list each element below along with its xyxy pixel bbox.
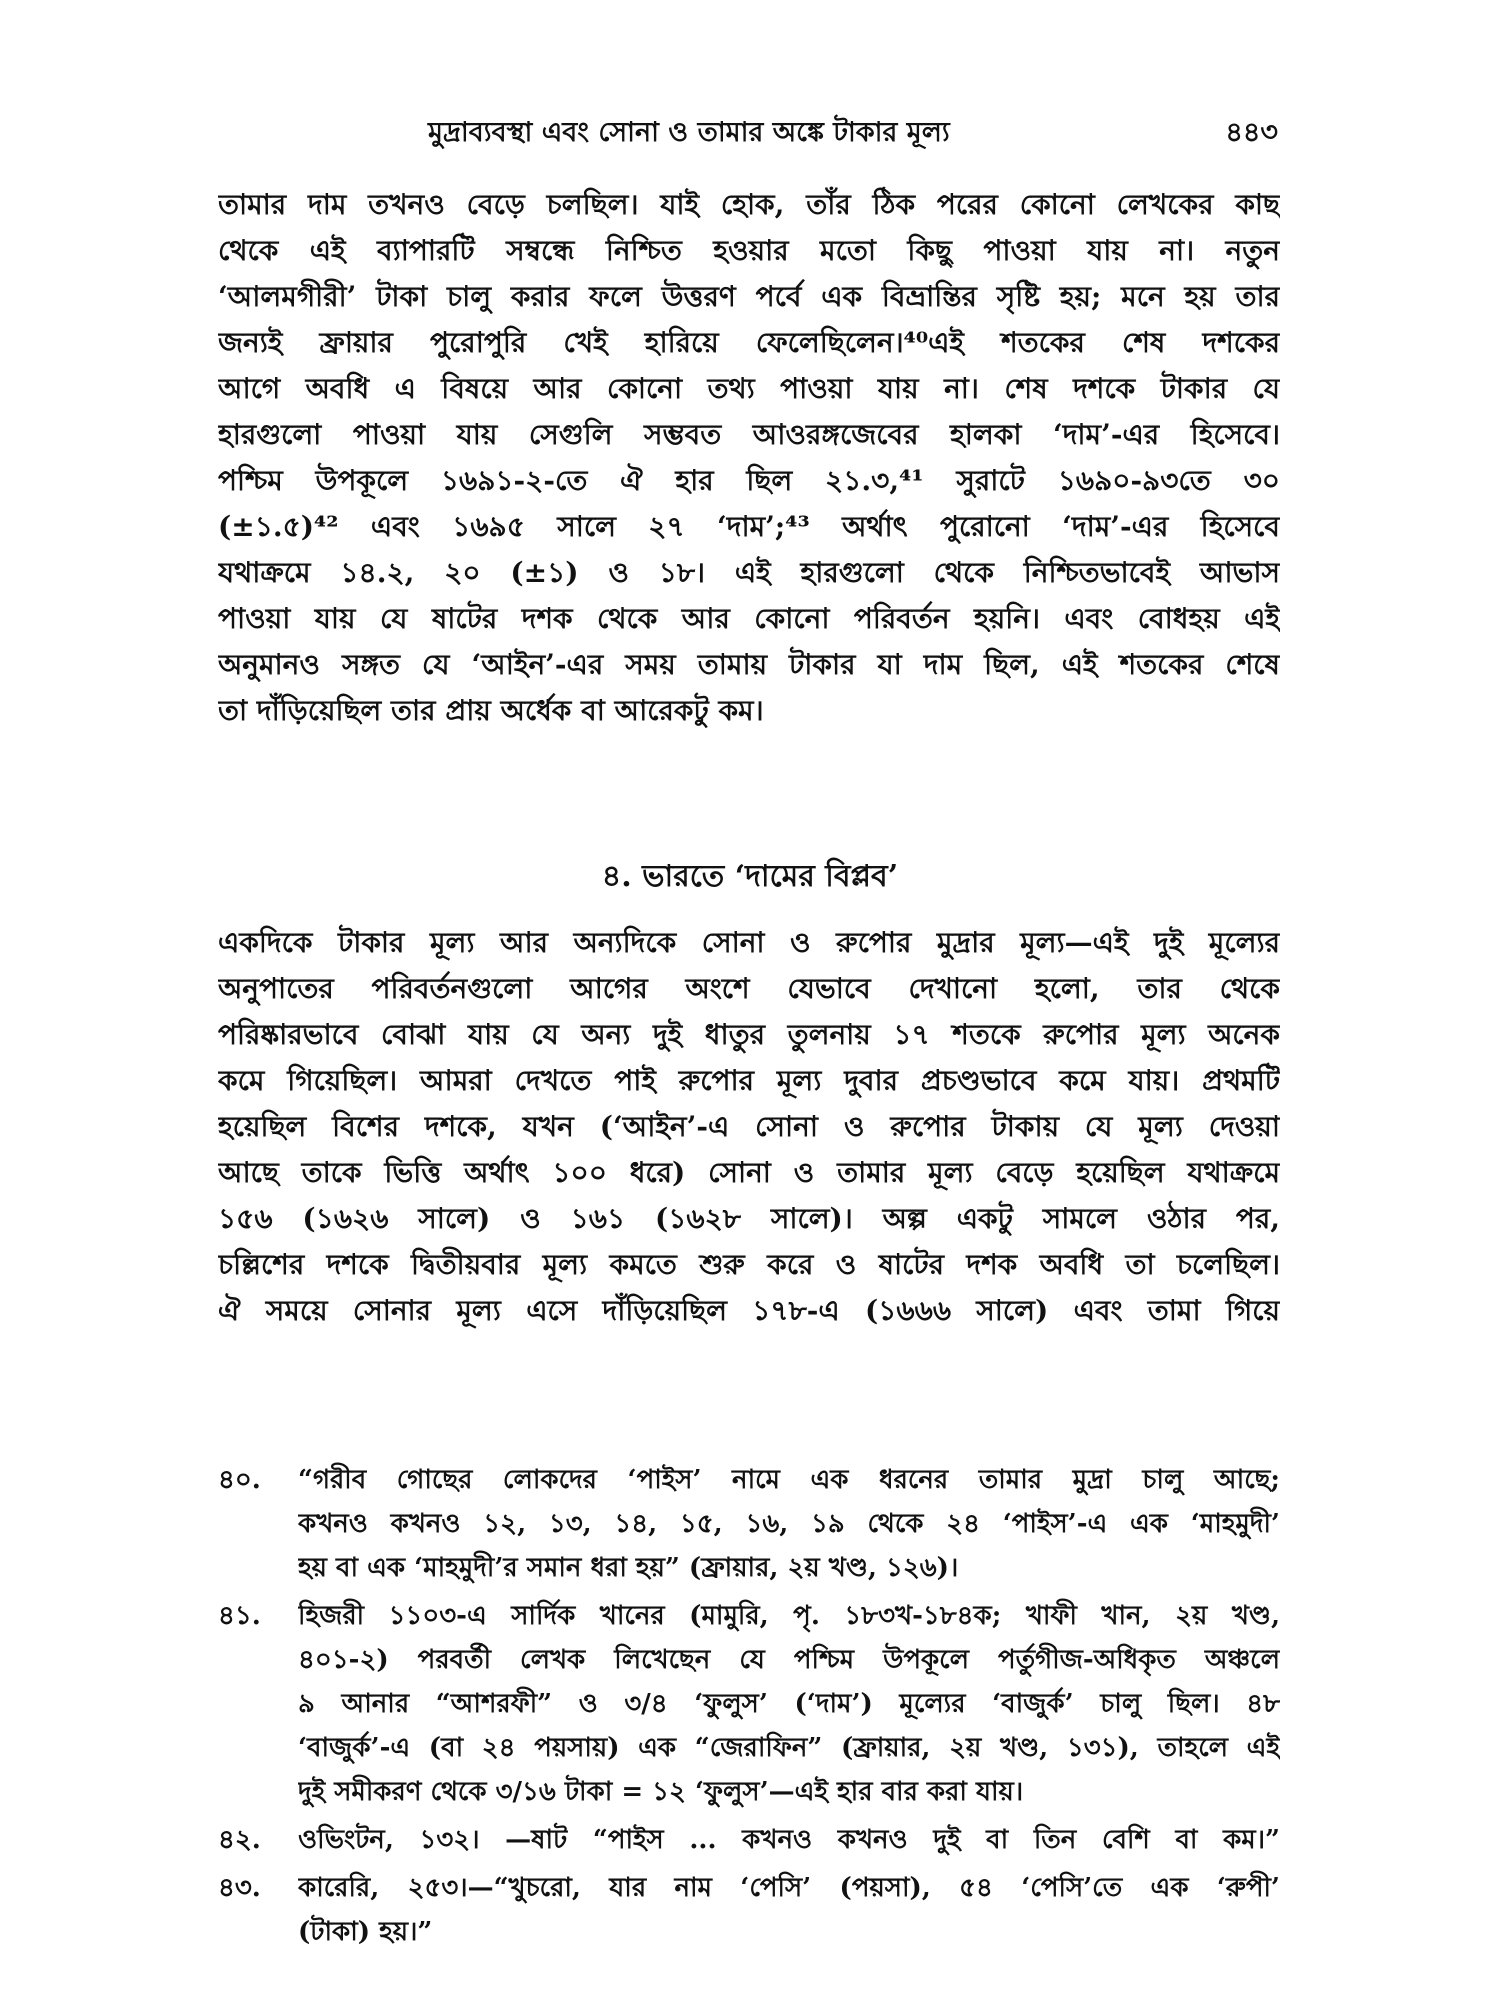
body-paragraph-2 xyxy=(218,920,1280,1334)
text-line: কমে গিয়েছিল। আমরা দেখতে পাই রুপোর মূল্য দুবার প্রচণ্ডভাবে কমে যায়। প্রথমটি xyxy=(218,1064,1280,1097)
text-line: থেকে এই ব্যাপারটি সম্বন্ধে নিশ্চিত হওয়ার মতো কিছু পাওয়া যায় না। নতুন xyxy=(218,234,1280,267)
text-line: পরিষ্কারভাবে বোঝা যায় যে অন্য দুই ধাতুর তুলনায় ১৭ শতকে রুপোর মূল্য অনেক xyxy=(218,1018,1280,1051)
text-line: ১৫৬ (১৬২৬ সালে) ও ১৬১ (১৬২৮ সালে)। অল্প একটু সামলে ওঠার পর, xyxy=(218,1202,1280,1235)
text-line: হয়েছিল বিশের দশকে, যখন (‘আইন’-এ সোনা ও রুপোর টাকায় যে মূল্য দেওয়া xyxy=(218,1110,1280,1143)
body-paragraph-1 xyxy=(218,182,1280,734)
text-line: হারগুলো পাওয়া যায় সেগুলি সম্ভবত আওরঙ্গজেবের হালকা ‘দাম’-এর হিসেবে। xyxy=(218,418,1280,451)
section-heading: ৪. ভারতে ‘দামের বিপ্লব’ xyxy=(601,859,899,894)
footnotes xyxy=(218,1458,1280,1958)
text-line: অনুমানও সঙ্গত যে ‘আইন’-এর সময় তামায় টাকার যা দাম ছিল, এই শতকের শেষে xyxy=(218,648,1280,681)
running-header-title: মুদ্রাব্যবস্থা এবং সোনা ও তামার অঙ্কে টাকার মূল্য xyxy=(428,117,950,148)
text-line: ‘আলমগীরী’ টাকা চালু করার ফলে উত্তরণ পর্বে এক বিভ্রান্তির সৃষ্টি হয়; মনে হয় তার xyxy=(218,280,1280,313)
footnote-number: ৪০. xyxy=(218,1465,261,1495)
footnote-line: (টাকা) হয়।” xyxy=(298,1917,433,1947)
footnote-number: ৪৩. xyxy=(218,1873,261,1903)
text-line: তা দাঁড়িয়েছিল তার প্রায় অর্ধেক বা আরেকটু কম। xyxy=(218,694,764,727)
text-line: আগে অবধি এ বিষয়ে আর কোনো তথ্য পাওয়া যায় না। শেষ দশকে টাকার যে xyxy=(218,372,1280,405)
footnote-43 xyxy=(218,1866,1280,1954)
text-line: যথাক্রমে ১৪.২, ২০ (±১) ও ১৮। এই হারগুলো থেকে নিশ্চিতভাবেই আভাস xyxy=(218,556,1280,589)
footnote-line: “গরীব গোছের লোকদের ‘পাইস’ নামে এক ধরনের তামার মুদ্রা চালু আছে; xyxy=(298,1465,1280,1495)
text-line: অনুপাতের পরিবর্তনগুলো আগের অংশে যেভাবে দেখানো হলো, তার থেকে xyxy=(218,972,1280,1005)
footnote-line: দুই সমীকরণ থেকে ৩/১৬ টাকা = ১২ ‘ফুলুস’—এই হার বার করা যায়। xyxy=(298,1777,1024,1807)
running-header xyxy=(428,112,1278,152)
text-line: চল্লিশের দশকে দ্বিতীয়বার মূল্য কমতে শুরু করে ও ষাটের দশক অবধি তা চলেছিল। xyxy=(218,1248,1280,1281)
text-line: পাওয়া যায় যে ষাটের দশক থেকে আর কোনো পরিবর্তন হয়নি। এবং বোধহয় এই xyxy=(218,602,1280,635)
text-line: পশ্চিম উপকূলে ১৬৯১-২-তে ঐ হার ছিল ২১.৩,⁴¹ সুরাটে ১৬৯০-৯৩তে ৩০ xyxy=(218,464,1280,497)
text-line: (±১.৫)⁴² এবং ১৬৯৫ সালে ২৭ ‘দাম’;⁴³ অর্থাৎ পুরোনো ‘দাম’-এর হিসেবে xyxy=(218,510,1280,543)
footnote-line: ‘বাজুর্ক’-এ (বা ২৪ পয়সায়) এক “জেরাফিন” (ফ্রায়ার, ২য় খণ্ড, ১৩১), তাহলে এই xyxy=(298,1733,1280,1763)
text-line: আছে তাকে ভিত্তি অর্থাৎ ১০০ ধরে) সোনা ও তামার মূল্য বেড়ে হয়েছিল যথাক্রমে xyxy=(218,1156,1280,1189)
footnote-40 xyxy=(218,1458,1280,1590)
footnote-line: ৪০১-২) পরবর্তী লেখক লিখেছেন যে পশ্চিম উপকূলে পর্তুগীজ-অধিকৃত অঞ্চলে xyxy=(298,1645,1280,1675)
page-number: ৪৪৩ xyxy=(1225,117,1278,148)
text-line: ঐ সময়ে সোনার মূল্য এসে দাঁড়িয়েছিল ১৭৮-এ (১৬৬৬ সালে) এবং তামা গিয়ে xyxy=(218,1294,1280,1327)
footnote-line: কখনও কখনও ১২, ১৩, ১৪, ১৫, ১৬, ১৯ থেকে ২৪ ‘পাইস’-এ এক ‘মাহমুদী’ xyxy=(298,1509,1280,1539)
text-line: একদিকে টাকার মূল্য আর অন্যদিকে সোনা ও রুপোর মুদ্রার মূল্য—এই দুই মূল্যের xyxy=(218,926,1280,959)
footnote-line: ওভিংটন, ১৩২। —ষাট “পাইস ... কখনও কখনও দুই বা তিন বেশি বা কম।” xyxy=(298,1825,1280,1855)
footnote-line: কারেরি, ২৫৩।—“খুচরো, যার নাম ‘পেসি’ (পয়সা), ৫৪ ‘পেসি’তে এক ‘রুপী’ xyxy=(298,1873,1280,1903)
footnote-42 xyxy=(218,1818,1280,1862)
footnote-number: ৪২. xyxy=(218,1825,261,1855)
footnote-line: হয় বা এক ‘মাহমুদী’র সমান ধরা হয়” (ফ্রায়ার, ২য় খণ্ড, ১২৬)। xyxy=(298,1553,959,1583)
footnote-41 xyxy=(218,1594,1280,1814)
footnote-number: ৪১. xyxy=(218,1601,261,1631)
text-line: তামার দাম তখনও বেড়ে চলছিল। যাই হোক, তাঁর ঠিক পরের কোনো লেখকের কাছ xyxy=(218,188,1280,221)
footnote-line: হিজরী ১১০৩-এ সার্দিক খানের (মামুরি, পৃ. ১৮৩খ-১৮৪ক; খাফী খান, ২য় খণ্ড, xyxy=(298,1601,1280,1631)
footnote-line: ৯ আনার “আশরফী” ও ৩/৪ ‘ফুলুস’ (‘দাম’) মূল্যের ‘বাজুর্ক’ চালু ছিল। ৪৮ xyxy=(298,1689,1280,1719)
text-line: জন্যই ফ্রায়ার পুরোপুরি খেই হারিয়ে ফেলেছিলেন।⁴⁰এই শতকের শেষ দশকের xyxy=(218,326,1280,359)
